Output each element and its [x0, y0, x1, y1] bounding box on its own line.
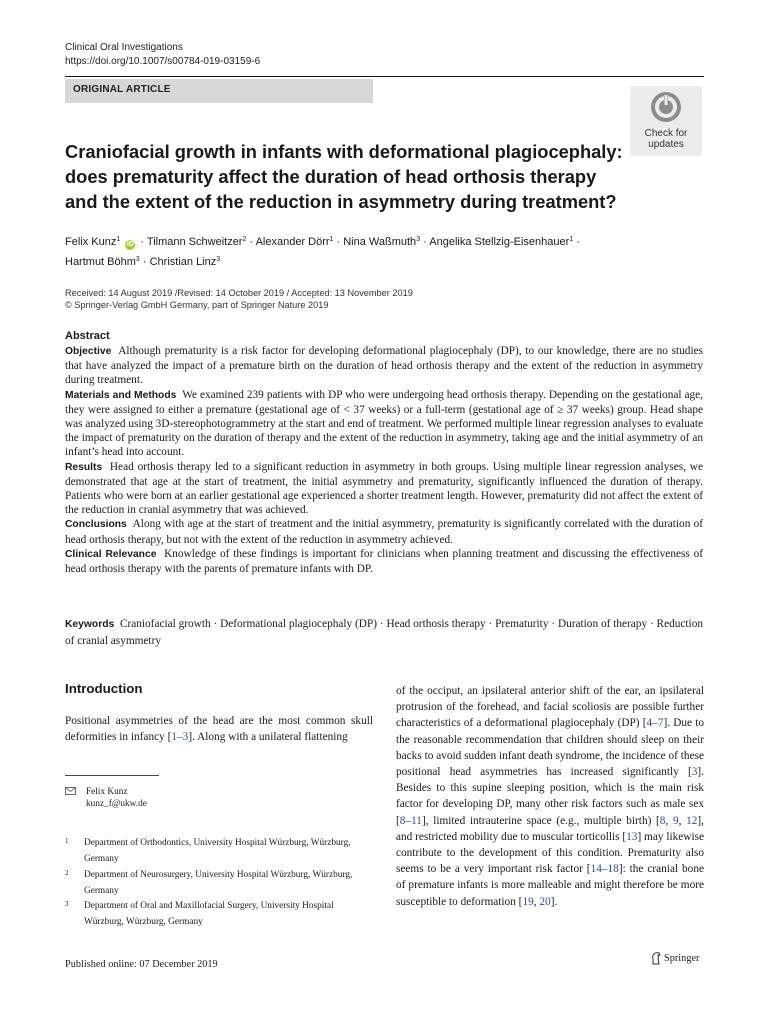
keywords-text: Craniofacial growth · Deformational plagiocephaly (DP) · Head orthosis therapy · Prematurity · Duration of therapy · Reduction of cranial asymmetry	[65, 618, 703, 647]
intro-column-left	[65, 713, 373, 745]
citation-link[interactable]: 13	[626, 830, 638, 843]
abstract-methods: Materials and Methods We examined 239 patients with DP who were undergoing head orthosis therapy. Depending on the gestational age, they were assigned to either a premature (gestational age of < 37 weeks) or a full-term (gestational age of ≥ 37 weeks) group. Head shape was analyzed using 3D-stereophotogrammetry at the start and end of treatment. We performed multiple linear regression analyses to evaluate the impact of prematurity on the duration of therapy and the extent of the reduction in asymmetry, taking age and the initial asymmetry of an infant’s head into account.	[65, 388, 703, 459]
contact-name: Felix Kunz	[86, 787, 128, 797]
paragraph-text: ] may likewise contribute to the development of this condition. Prematurity also seems to be a very important risk factor [	[396, 830, 704, 876]
abstract-heading: Abstract	[65, 330, 110, 342]
header-rule	[65, 76, 704, 77]
citation-link[interactable]: 1–3	[171, 731, 189, 744]
check-for-updates-icon	[650, 91, 682, 123]
envelope-icon	[65, 787, 76, 795]
paragraph-text: of the occiput, an ipsilateral anterior shift of the ear, an ipsilateral protrusion of the forehead, and facial scoliosis are possible further characteristics of a deformational plagiocephaly (DP) [	[396, 685, 704, 730]
citation-link[interactable]: 9	[672, 814, 679, 827]
paragraph-text: ,	[533, 895, 540, 908]
paragraph-text: ]: the cranial bone of premature infants is more malleable and might therefore be more susceptible to deformation [	[396, 863, 704, 908]
springer-horse-icon	[650, 951, 662, 965]
paragraph-text: ,	[678, 814, 687, 827]
copyright-line: © Springer-Verlag GmbH Germany, part of Springer Nature 2019	[65, 300, 329, 310]
footnote-rule	[65, 775, 159, 776]
doi-link[interactable]: https://doi.org/10.1007/s00784-019-03159-6	[65, 56, 261, 67]
paragraph-text: ]. Due to the reasonable recommendation that children should sleep on their backs to avoid sudden infant death syndrome, the incidence of these positional head asymmetries has increased significantly [	[396, 717, 705, 779]
abstract-objective: Objective Although prematurity is a risk factor for developing deformational plagiocephaly (DP), to our knowledge, there are no studies that have analyzed the impact of a premature birth on the duration of head orthosis therapy and the extent of the reduction in asymmetry during treatment.	[65, 345, 703, 387]
published-online: Published online: 07 December 2019	[65, 959, 218, 970]
citation-link[interactable]: 4–7	[646, 717, 664, 730]
author-name[interactable]: Angelika Stellzig-Eisenhauer	[429, 236, 570, 248]
contact-email[interactable]: kunz_f@ukw.de	[86, 799, 147, 809]
citation-link[interactable]: 3	[691, 766, 698, 779]
author-name[interactable]: Tilmann Schweitzer	[146, 236, 243, 248]
citation-link[interactable]: 19	[522, 895, 534, 908]
check-for-updates-label: Check for updates	[644, 128, 688, 150]
article-type-label: ORIGINAL ARTICLE	[73, 84, 171, 95]
paragraph-text: ], and restricted mobility due to muscular torticollis [	[396, 814, 704, 843]
citation-link[interactable]: 8–11	[399, 814, 422, 827]
citation-link[interactable]: 12	[686, 814, 698, 827]
article-title: Craniofacial growth in infants with deformational plagiocephaly: does prematurity affect the duration of head orthosis therapy and the extent of the reduction in asymmetry during treatment?	[65, 141, 623, 212]
paragraph-text: ]. Besides to this supine sleeping position, which is the main risk factor for developing DP, many other risk factors such as male sex [	[396, 766, 704, 827]
author-name[interactable]: Christian Linz	[149, 256, 217, 268]
author-name[interactable]: Nina Waßmuth	[343, 236, 417, 248]
author-name[interactable]: Hartmut Böhm	[65, 256, 136, 268]
journal-header	[65, 41, 260, 69]
citation-link[interactable]: 14–18	[590, 863, 619, 876]
abstract-conclusions: Conclusions Along with age at the start of treatment and the initial asymmetry, prematurity is significantly correlated with the duration of head orthosis therapy, but not with the extent of the reduction in asymmetry achieved.	[65, 518, 703, 546]
paragraph-text: ].	[550, 895, 558, 908]
keywords-label: Keywords	[65, 619, 115, 630]
orcid-icon[interactable]: iD	[126, 241, 134, 248]
publisher-name: Springer	[664, 953, 700, 964]
paragraph-text: ]. Along with a unilateral flattening	[188, 731, 348, 744]
journal-name: Clinical Oral Investigations	[65, 42, 183, 53]
abstract-results: Results Head orthosis therapy led to a significant reduction in asymmetry in both groups. Using multiple linear regression analyses, we demonstrated that age at the start of treatment, the initial asymmetry and prematurity, significantly influenced the duration of therapy. Patients who were born at an earlier gestational age experienced a shorter treatment length. However, prematurity did not affect the extent of the reduction in cranial asymmetry that was achieved.	[65, 460, 703, 517]
paragraph-text: ], limited intrauterine space (e.g., multiple birth) [	[421, 814, 660, 827]
citation-link[interactable]: 20	[539, 895, 551, 908]
intro-column-right	[396, 683, 704, 910]
keywords	[65, 616, 703, 649]
article-dates	[65, 287, 413, 311]
citation-link[interactable]: 8	[659, 814, 666, 827]
author-name[interactable]: Felix Kunz	[65, 236, 117, 248]
abstract	[65, 328, 703, 576]
paragraph-text: ,	[665, 814, 673, 827]
abstract-clinical-relevance: Clinical Relevance Knowledge of these findings is important for clinicians when planning treatment and discussing the effectiveness of head orthosis therapy with the parents of premature infants with DP.	[65, 547, 703, 576]
article-type-band	[65, 79, 373, 103]
author-list: Felix Kunz$^1$ iD · Tilmann Schweitzer$^2$ · Alexander Dörr$^1$ · Nina Waßmuth$^3$ · Angelika Stellzig-Eisenhauer$^1$ · Hartmut Böhm$^3$ · Christian Linz$^3$	[65, 236, 580, 268]
history-dates: Received: 14 August 2019 /Revised: 14 October 2019 / Accepted: 13 November 2019	[65, 288, 413, 298]
check-for-updates-button[interactable]	[630, 86, 702, 156]
paragraph-text: Positional asymmetries of the head are the most common skull deformities in infancy [	[65, 715, 373, 744]
author-name[interactable]: Alexander Dörr	[255, 236, 330, 248]
introduction-heading: Introduction	[65, 681, 143, 696]
